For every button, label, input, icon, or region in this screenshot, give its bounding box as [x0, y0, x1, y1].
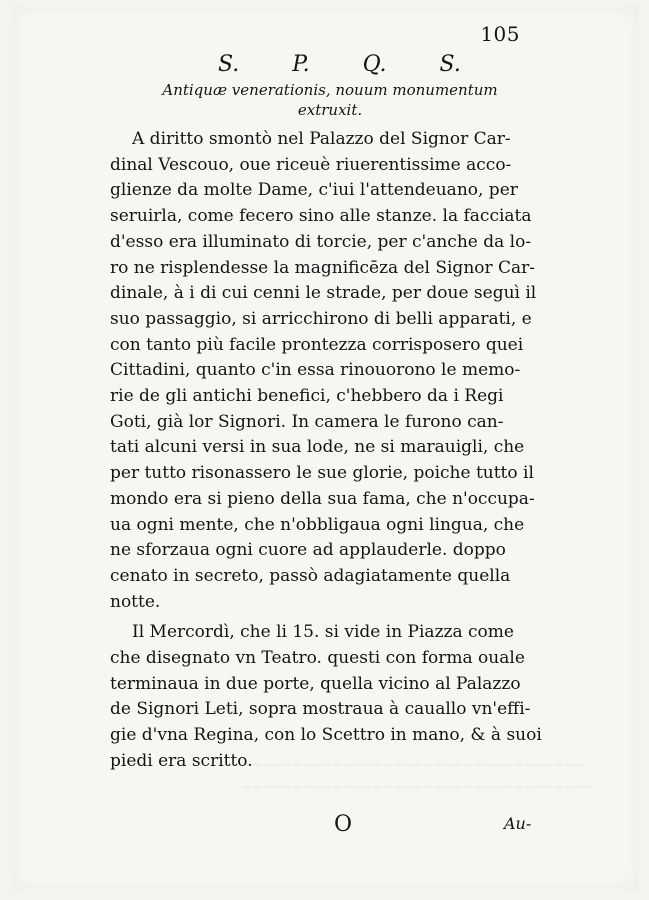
show-through-decoration: ~~~~~~~~~~~~~~~~~~~~~~~~~~~~~~~~~~~~: [222, 758, 584, 772]
text-line: A diritto smontò nel Palazzo del Signor Car-: [132, 129, 511, 149]
text-line: glienze da molte Dame, c'iui l'attendeuano, per: [110, 180, 518, 201]
text-line: Il Mercordì, che li 15. si vide in Piazza come: [132, 622, 514, 643]
text-line: d'esso era illuminato di torcie, per c'anche da lo-: [110, 231, 532, 252]
paragraph-1: [110, 127, 546, 615]
text-line: gie d'vna Regina, con lo Scettro in mano, & à suoi: [110, 725, 542, 746]
spqs-heading: S. P. Q. S.: [218, 52, 461, 77]
text-line: che disegnato vn Teatro. questi con forma ouale: [110, 648, 525, 669]
text-line: per tutto risonassero le sue glorie, poiche tutto il: [110, 463, 534, 484]
show-through-decoration: ~~~~~~~~~~~~~~~~~~~~~~~~~~~~~~~~~~~: [242, 780, 594, 794]
catchword: Au-: [504, 814, 532, 833]
text-line: Cittadini, quanto c'in essa rinouorono le memo-: [110, 360, 521, 381]
inscription: [120, 80, 540, 120]
page-number: 105: [480, 22, 520, 46]
text-line: de Signori Leti, sopra mostraua à cauallo vn'effi-: [110, 699, 531, 720]
body-text: [110, 127, 546, 775]
signature-mark: O: [334, 812, 353, 837]
text-line: notte.: [110, 591, 161, 612]
text-line: rie de gli antichi benefici, c'hebbero da i Regi: [110, 386, 504, 407]
text-line: dinal Vescouo, oue riceuè riuerentissime acco-: [110, 154, 512, 175]
text-line: seruirla, come fecero sino alle stanze. la facciata: [110, 206, 532, 227]
text-line: piedi era scritto.: [110, 750, 253, 771]
text-line: suo passaggio, si arricchirono di belli apparati, e: [110, 308, 532, 329]
inscription-line: Antiquæ venerationis, nouum monumentum: [162, 81, 498, 99]
text-line: ua ogni mente, che n'obbligaua ogni lingua, che: [110, 514, 525, 535]
show-through-decoration: ◦ ◦ ◦ ◦ ◦ ◦ ◦ ◦: [342, 602, 426, 616]
text-line: tati alcuni versi in sua lode, ne si marauigli, che: [110, 437, 525, 458]
book-page: [12, 6, 638, 890]
text-line: Goti, già lor Signori. In camera le furono can-: [110, 411, 504, 432]
text-line: ne sforzaua ogni cuore ad applauderle. doppo: [110, 540, 506, 561]
text-line: con tanto più facile prontezza corrisposero quei: [110, 334, 524, 355]
text-line: mondo era si pieno della sua fama, che n'occupa-: [110, 488, 535, 509]
paragraph-2: [110, 620, 546, 774]
inscription-line: extruxit.: [297, 101, 363, 119]
text-line: terminaua in due porte, quella vicino al Palazzo: [110, 673, 521, 694]
text-line: cenato in secreto, passò adagiatamente quella: [110, 565, 511, 586]
text-line: ro ne risplendesse la magnificēza del Signor Car-: [110, 257, 536, 278]
text-line: dinale, à i di cui cenni le strade, per doue seguì il: [110, 283, 537, 304]
